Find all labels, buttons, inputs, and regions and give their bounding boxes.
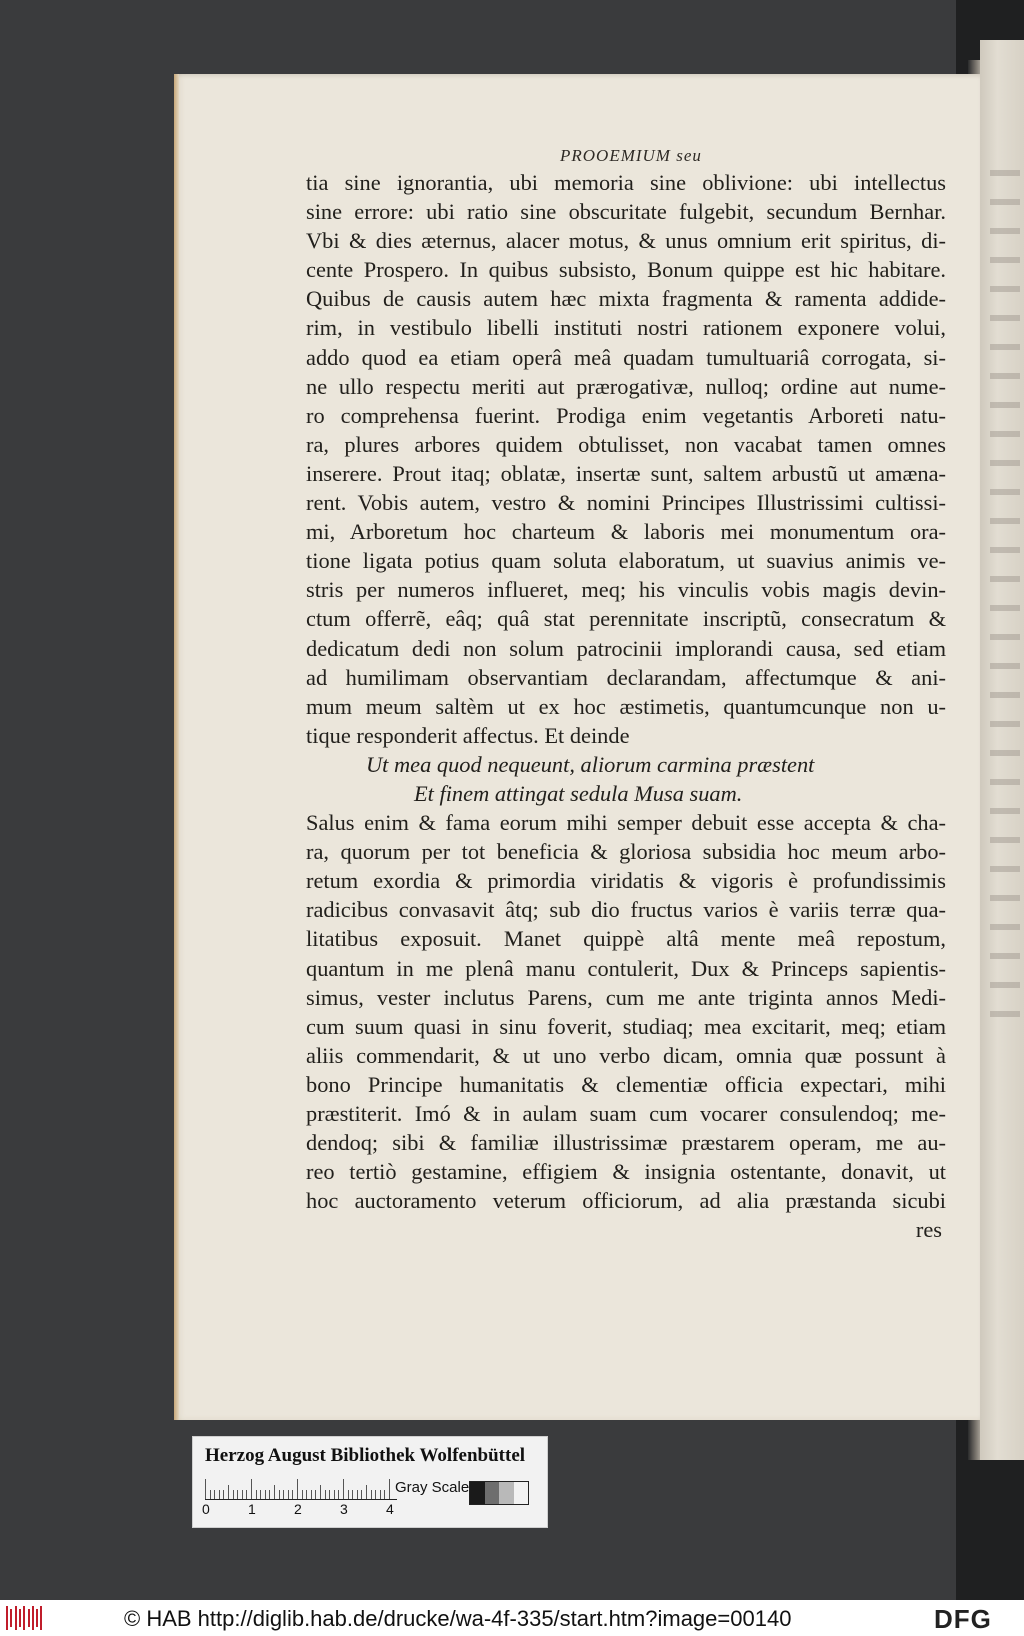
- text-line: tione ligata potius quam soluta elaboratum, ut suavius animis ve-: [306, 548, 946, 574]
- text-line: ctum offerrẽ, eâq; quâ stat perennitate inscriptũ, consecratum &: [306, 606, 946, 632]
- logo-bar: [32, 1606, 34, 1630]
- text-line: cente Prospero. In quibus subsisto, Bonum quippe est hic habitare.: [306, 257, 946, 283]
- text-line: rim, in vestibulo libelli instituti nostri rationem exponere volui,: [306, 315, 946, 341]
- ruler-tick: [256, 1490, 257, 1499]
- text-line: ra, plures arbores quidem obtulisset, non vacabat tamen omnes: [306, 431, 946, 457]
- logo-bar: [19, 1609, 21, 1627]
- facing-page-text-mark: [990, 489, 1020, 495]
- ruler-tick: [306, 1490, 307, 1499]
- text-line: addo quod ea etiam operâ meâ quadam tumultuariâ corrogata, si-: [306, 344, 946, 370]
- ruler-tick: [366, 1485, 367, 1499]
- facing-page-text-mark: [990, 518, 1020, 524]
- text-line: mum meum saltèm ut ex hoc æstimetis, quantumcunque non u-: [306, 693, 946, 719]
- facing-page-text-mark: [990, 576, 1020, 582]
- text-line: mi, Arboretum hoc charteum & laboris mei monumentum ora-: [306, 519, 946, 545]
- text-line: stris per numeros influeret, meq; his vinculis vobis magis devin-: [306, 577, 946, 603]
- logo-bar: [40, 1606, 42, 1630]
- footer-bar: [0, 1600, 1024, 1636]
- facing-page-text-mark: [990, 547, 1020, 553]
- ruler-tick: [242, 1490, 243, 1499]
- facing-page-text-mark: [990, 663, 1020, 669]
- dfg-logo: DFG: [934, 1604, 992, 1634]
- text-line: cum suum quasi in sinu foverit, studiaq; mea excitarit, meq; etiam: [306, 1013, 946, 1039]
- text-line: Ut mea quod nequeunt, aliorum carmina præstent: [366, 751, 815, 777]
- logo-bar: [23, 1606, 25, 1630]
- text-line: dedicatum dedi non solum patrocinii implorandi causa, sed etiam: [306, 635, 946, 661]
- ruler-tick: [269, 1490, 270, 1499]
- hab-logo-icon: [6, 1606, 46, 1630]
- ruler-tick: [223, 1490, 224, 1499]
- ruler-number: 0: [202, 1501, 210, 1517]
- ruler-tick: [246, 1490, 247, 1499]
- gray-scale-patch: [499, 1482, 514, 1504]
- text-line: Et finem attingat sedula Musa suam.: [414, 780, 743, 806]
- ruler-tick: [352, 1490, 353, 1499]
- ruler-tick: [219, 1490, 220, 1499]
- facing-page-text-mark: [990, 1011, 1020, 1017]
- ruler-tick: [237, 1490, 238, 1499]
- ruler-tick: [279, 1490, 280, 1499]
- library-label-title: Herzog August Bibliothek Wolfenbüttel: [205, 1445, 526, 1466]
- ruler-tick: [251, 1479, 252, 1499]
- ruler-tick: [375, 1490, 376, 1499]
- ruler-tick: [265, 1490, 266, 1499]
- facing-page-text-mark: [990, 605, 1020, 611]
- text-line: ro comprehensa fuerint. Prodiga enim vegetantis Arboreti natu-: [306, 402, 946, 428]
- text-line: sine errore: ubi ratio sine obscuritate fulgebit, secundum Bernhar.: [306, 199, 946, 225]
- ruler-tick: [371, 1490, 372, 1499]
- running-head: PROOEMIUM seu: [560, 146, 702, 165]
- ruler-tick: [338, 1490, 339, 1499]
- facing-page-text-mark: [990, 692, 1020, 698]
- logo-bar: [28, 1609, 30, 1627]
- text-line: tia sine ignorantia, ubi memoria sine oblivione: ubi intellectus: [306, 170, 946, 195]
- facing-page-text-mark: [990, 373, 1020, 379]
- text-line: res: [915, 1217, 942, 1243]
- gray-scale-label: Gray Scale: [395, 1479, 470, 1496]
- ruler-tick: [384, 1490, 385, 1499]
- text-line: ne ullo respectu meriti aut prærogativæ, nulloq; ordine aut nume-: [306, 373, 946, 399]
- logo-bar: [15, 1606, 17, 1630]
- ruler-tick: [297, 1479, 298, 1499]
- text-line: quantum in me plenâ manu contulerit, Dux & Princeps sapientis-: [306, 955, 946, 981]
- facing-page-text-mark: [990, 170, 1020, 176]
- text-line: hoc auctoramento veterum officiorum, ad alia præstanda sicubi: [306, 1188, 946, 1214]
- library-label: [192, 1436, 548, 1528]
- ruler-tick: [334, 1490, 335, 1499]
- facing-page-text-mark: [990, 953, 1020, 959]
- facing-page-text-mark: [990, 895, 1020, 901]
- facing-page-text-mark: [990, 228, 1020, 234]
- text-line: retum exordia & primordia viridatis & vigoris è profundissimis: [306, 868, 946, 894]
- text-line: Salus enim & fama eorum mihi semper debuit esse accepta & cha-: [306, 810, 946, 836]
- ruler-number: 3: [340, 1501, 348, 1517]
- facing-page-text-mark: [990, 634, 1020, 640]
- facing-page-text-mark: [990, 257, 1020, 263]
- text-line: simus, vester inclutus Parens, cum me ante triginta annos Medi-: [306, 984, 946, 1010]
- ruler-tick: [302, 1490, 303, 1499]
- facing-page-text-mark: [990, 402, 1020, 408]
- ruler-tick: [357, 1490, 358, 1499]
- logo-bar: [10, 1609, 12, 1627]
- ruler-tick: [283, 1490, 284, 1499]
- facing-page-text-mark: [990, 982, 1020, 988]
- text-line: litatibus exposuit. Manet quippè altâ mente meâ repostum,: [306, 926, 946, 952]
- gray-scale-patch: [514, 1482, 529, 1504]
- text-line: dendoq; sibi & familiæ illustrissimæ præstarem operam, me au-: [306, 1130, 946, 1156]
- ruler-tick: [320, 1485, 321, 1499]
- text-line: inserere. Prout itaq; oblatæ, insertæ sunt, saltem arbustũ ut amæna-: [306, 460, 946, 486]
- facing-page-text-mark: [990, 199, 1020, 205]
- measurement-ruler: [205, 1477, 397, 1500]
- ruler-tick: [348, 1490, 349, 1499]
- ruler-tick: [380, 1490, 381, 1499]
- facing-page-text-mark: [990, 286, 1020, 292]
- ruler-tick: [233, 1490, 234, 1499]
- ruler-tick: [214, 1490, 215, 1499]
- facing-page-text-mark: [990, 431, 1020, 437]
- ruler-tick: [210, 1490, 211, 1499]
- footer-url-text[interactable]: © HAB http://diglib.hab.de/drucke/wa-4f-335/start.htm?image=00140: [124, 1606, 792, 1631]
- ruler-tick: [315, 1490, 316, 1499]
- text-line: reo tertiò gestamine, effigiem & insignia ostentante, donavit, ut: [306, 1159, 946, 1185]
- facing-page-text-mark: [990, 779, 1020, 785]
- page-left-edge: [174, 74, 179, 1420]
- ruler-number: 4: [386, 1501, 394, 1517]
- ruler-tick: [292, 1490, 293, 1499]
- ruler-tick: [288, 1490, 289, 1499]
- ruler-tick: [274, 1485, 275, 1499]
- text-line: rent. Vobis autem, vestro & nomini Principes Illustrissimi cultissi-: [306, 490, 946, 516]
- text-line: Quibus de causis autem hæc mixta fragmenta & ramenta addide-: [306, 286, 946, 312]
- gray-scale-patch: [470, 1482, 485, 1504]
- ruler-tick: [389, 1479, 390, 1499]
- facing-page-text-mark: [990, 866, 1020, 872]
- text-line: aliis commendarit, & ut uno verbo dicam, omnia quæ possunt à: [306, 1042, 946, 1068]
- ruler-tick: [361, 1490, 362, 1499]
- body-text: [306, 168, 946, 1244]
- facing-page-text-mark: [990, 460, 1020, 466]
- facing-page-text-mark: [990, 721, 1020, 727]
- ruler-number: 2: [294, 1501, 302, 1517]
- text-line: tique responderit affectus. Et deinde: [306, 722, 630, 748]
- ruler-tick: [343, 1479, 344, 1499]
- logo-bar: [6, 1606, 8, 1630]
- facing-page-text-mark: [990, 808, 1020, 814]
- facing-page-text-mark: [990, 750, 1020, 756]
- ruler-tick: [228, 1485, 229, 1499]
- ruler-tick: [329, 1490, 330, 1499]
- text-line: ad humilimam observantiam declarandam, affectumque & ani-: [306, 664, 946, 690]
- text-line: bono Principe humanitatis & clementiæ officia expectari, mihi: [306, 1071, 946, 1097]
- ruler-tick: [325, 1490, 326, 1499]
- facing-page-text-mark: [990, 344, 1020, 350]
- ruler-tick: [260, 1490, 261, 1499]
- text-line: præstiterit. Imó & in aulam suam cum vocarer consulendoq; me-: [306, 1101, 946, 1126]
- ruler-tick: [205, 1479, 206, 1499]
- text-line: Vbi & dies æternus, alacer motus, & unus omnium erit spiritus, di-: [306, 228, 946, 254]
- facing-page-text-mark: [990, 924, 1020, 930]
- facing-page-text-mark: [990, 837, 1020, 843]
- text-line: ra, quorum per tot beneficia & gloriosa subsidia hoc meum arbo-: [306, 839, 946, 865]
- facing-page-text-mark: [990, 315, 1020, 321]
- gray-scale-swatch: [469, 1481, 529, 1505]
- gray-scale-patch: [485, 1482, 500, 1504]
- text-line: radicibus convasavit âtq; sub dio fructus varios è variis terræ qua-: [306, 897, 946, 923]
- ruler-tick: [311, 1490, 312, 1499]
- logo-bar: [36, 1609, 38, 1627]
- ruler-number: 1: [248, 1501, 256, 1517]
